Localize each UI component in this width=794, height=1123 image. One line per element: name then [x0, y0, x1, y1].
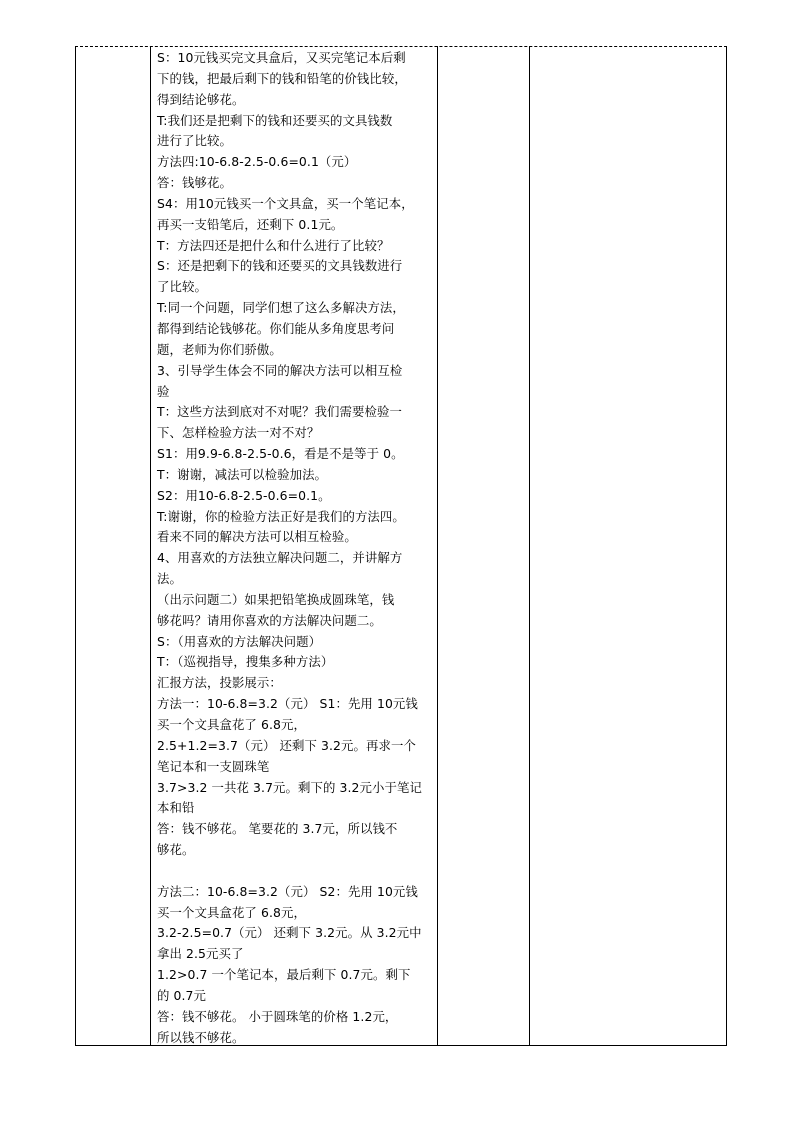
- text-line: T：这些方法到底对不对呢？我们需要检验一: [157, 404, 402, 420]
- text-line: 汇报方法，投影展示：: [157, 675, 282, 691]
- text-line: （出示问题二）如果把铅笔换成圆珠笔，钱: [157, 591, 395, 607]
- text-line: 下、怎样检验方法一对不对？: [157, 425, 320, 441]
- text-line: 所以钱不够花。: [157, 1029, 245, 1045]
- text-line: 答：钱不够花。 小于圆珠笔的价格 1.2元，: [157, 1008, 398, 1024]
- text-line: S2：用10-6.8-2.5-0.6=0.1。: [157, 487, 331, 503]
- text-line: S4：用10元钱买一个文具盒，买一个笔记本，: [157, 195, 414, 211]
- text-line: 下的钱，把最后剩下的钱和铅笔的价钱比较，: [157, 70, 407, 86]
- text-line: T：方法四还是把什么和什么进行了比较？: [157, 237, 390, 253]
- text-line: 再买一支铅笔后，还剩下 0.1元。: [157, 216, 344, 232]
- text-line: T:我们还是把剩下的钱和还要买的文具钱数: [157, 112, 393, 128]
- text-line: 3.7>3.2 一共花 3.7元。剩下的 3.2元小于笔记: [157, 779, 422, 795]
- column-divider-3: [529, 46, 530, 1046]
- text-line: 得到结论够花。: [157, 91, 245, 107]
- text-line: 答：钱够花。: [157, 175, 232, 191]
- text-line: T：（巡视指导，搜集多种方法）: [157, 654, 334, 670]
- table-top-dashed-border: [75, 46, 727, 47]
- text-line: 3、引导学生体会不同的解决方法可以相互检: [157, 362, 403, 378]
- text-line: T：谢谢，减法可以检验加法。: [157, 466, 328, 482]
- blank-line: [157, 861, 433, 882]
- text-line: 法。: [157, 571, 182, 587]
- column-divider-2: [437, 46, 438, 1046]
- text-line: 本和铅: [157, 800, 195, 816]
- text-line: S：10元钱买完文具盒后，又买完笔记本后剩: [157, 50, 406, 65]
- text-line: 2.5+1.2=3.7（元） 还剩下 3.2元。再求一个: [157, 737, 416, 753]
- text-line: 方法四:10-6.8-2.5-0.6=0.1（元）: [157, 154, 357, 170]
- text-line: 够花。: [157, 842, 195, 858]
- text-line: 答：钱不够花。 笔要花的 3.7元，所以钱不: [157, 821, 398, 837]
- text-line: 验: [157, 383, 170, 399]
- text-line: 题，老师为你们骄傲。: [157, 341, 282, 357]
- text-line: 方法二：10-6.8=3.2（元） S2：先用 10元钱: [157, 883, 418, 899]
- text-line: 买一个文具盒花了 6.8元，: [157, 717, 306, 732]
- text-line: 进行了比较。: [157, 133, 232, 149]
- text-line: 看来不同的解决方法可以相互检验。: [157, 529, 357, 545]
- column-divider-1: [150, 46, 151, 1046]
- text-line: 4、用喜欢的方法独立解决问题二，并讲解方: [157, 550, 403, 566]
- text-line: 1.2>0.7 一个笔记本，最后剩下 0.7元。剩下: [157, 967, 411, 983]
- text-line: 的 0.7元: [157, 987, 207, 1003]
- text-line: 够花吗？请用你喜欢的方法解决问题二。: [157, 612, 382, 628]
- text-line: 笔记本和一支圆珠笔: [157, 758, 270, 774]
- text-line: 拿出 2.5元买了: [157, 946, 244, 962]
- text-line: 了比较。: [157, 279, 207, 295]
- text-line: 3.2-2.5=0.7（元） 还剩下 3.2元。从 3.2元中: [157, 925, 422, 941]
- text-line: S：还是把剩下的钱和还要买的文具钱数进行: [157, 258, 403, 274]
- text-line: T:同一个问题，同学们想了这么多解决方法，: [157, 300, 405, 316]
- text-line: S：（用喜欢的方法解决问题）: [157, 633, 322, 649]
- text-line: 都得到结论钱够花。你们能从多角度思考问: [157, 320, 395, 336]
- text-line: S1：用9.9-6.8-2.5-0.6，看是不是等于 0。: [157, 446, 404, 462]
- text-line: 买一个文具盒花了 6.8元，: [157, 904, 306, 920]
- text-line: T:谢谢，你的检验方法正好是我们的方法四。: [157, 508, 405, 524]
- text-line: 方法一：10-6.8=3.2（元） S1：先用 10元钱: [157, 696, 418, 712]
- lesson-content-cell: [157, 48, 433, 1049]
